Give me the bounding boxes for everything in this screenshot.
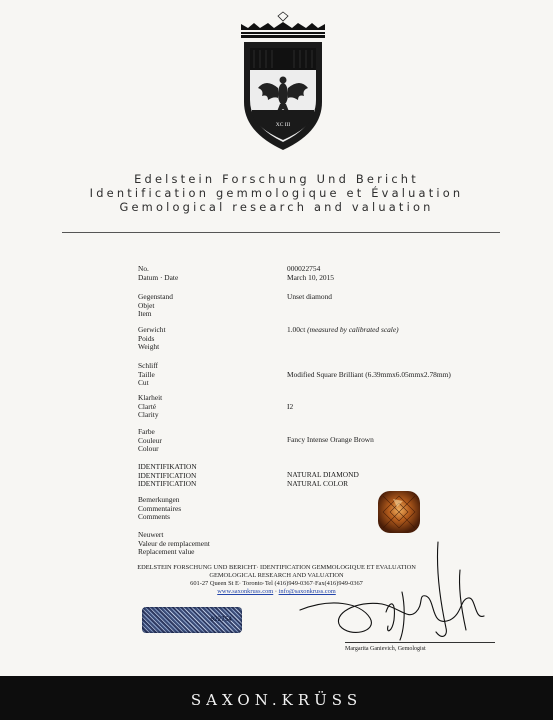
diamond-photo (375, 488, 423, 536)
crest-diamond-icon (278, 12, 288, 21)
title-german: Edelstein Forschung Und Bericht (134, 172, 419, 186)
label-replacement-value: Neuwert Valeur de remplacement Replacement value (138, 530, 210, 557)
label-weight: Gerwicht Poids Weight (138, 325, 166, 352)
value-identification: NATURAL DIAMOND NATURAL COLOR (287, 470, 359, 488)
label-identification: IDENTIFIKATION IDENTIFICATION IDENTIFICATION (138, 462, 197, 489)
value-cut: Modified Square Brilliant (6.39mmx6.05mmx2.78mm) (287, 370, 451, 379)
footer-links: www.saxonkruss.com · info@saxonkruss.com (217, 588, 336, 595)
certificate-date: March 10, 2015 (287, 272, 335, 282)
footer-line-2: GEMOLOGICAL RESEARCH AND VALUATION (209, 572, 344, 579)
label-cut: Schliff Taille Cut (138, 361, 158, 388)
title-divider (62, 232, 500, 233)
brand-wordmark: SAXON.KRÜSS (190, 691, 363, 709)
title-english: Gemological research and valuation (119, 200, 434, 214)
email-link[interactable]: info@saxonkruss.com (278, 588, 336, 595)
value-item: Unset diamond (287, 292, 332, 301)
hologram-number: 022754 (210, 616, 232, 623)
weight-note: (measured by calibrated scale) (307, 325, 399, 334)
svg-text:XC III: XC III (275, 122, 291, 128)
value-clarity: I2 (287, 402, 294, 411)
label-item: Gegenstand Objet Item (138, 292, 173, 319)
value-weight: 1.00ct (measured by calibrated scale) (287, 325, 399, 334)
label-colour: Farbe Couleur Colour (138, 427, 162, 454)
label-number-date: No. Datum · Date (138, 264, 179, 282)
label-comments: Bemerkungen Commentaires Comments (138, 495, 182, 522)
crest-logo (238, 10, 328, 160)
label-clarity: Klarheit Clarté Clarity (138, 393, 163, 420)
signature-line (345, 642, 495, 643)
title-french: Identification gemmologique et Évaluation (89, 186, 464, 200)
certificate-number: 000022754 (287, 264, 321, 273)
footer-line-3: 601-27 Queen St E· Toronto·Tel (416)949-0367·Fax(416)949-0367 (190, 580, 363, 587)
footer-line-1: EDELSTEIN FORSCHUNG UND BERICHT· IDENTIFICATION GEMMOLOGIQUE ET EVALUATION (137, 564, 416, 571)
signature-image (290, 540, 490, 650)
website-link[interactable]: www.saxonkruss.com (217, 588, 274, 595)
hologram-sticker (142, 607, 242, 633)
value-number-date (287, 265, 334, 282)
signatory-name: Margarita Ganievich, Gemologist (345, 646, 426, 652)
value-colour: Fancy Intense Orange Brown (287, 435, 374, 444)
certificate-titles (0, 172, 553, 214)
